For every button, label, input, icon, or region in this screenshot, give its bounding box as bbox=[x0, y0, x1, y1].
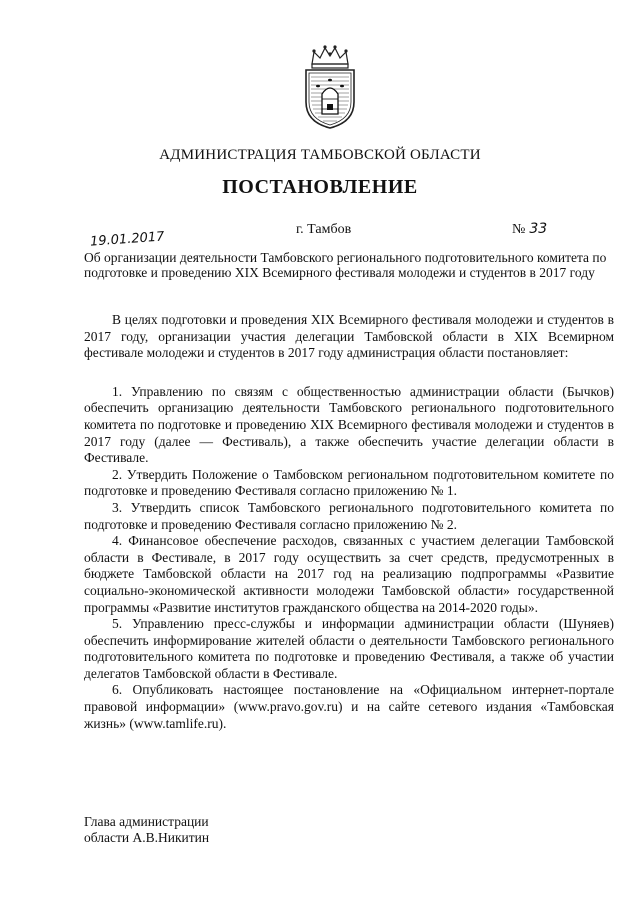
item-paragraph: 2. Утвердить Положение о Тамбовском региональном подготовительном комитете по подготовке и проведению Фестиваля согласно приложению № 1. bbox=[84, 466, 614, 499]
document-subject: Об организации деятельности Тамбовского регионального подготовительного комитета по подготовке и проведению XIX Всемирного фестиваля молодежи и студентов в 2017 году bbox=[84, 250, 607, 280]
item-paragraph: 1. Управлению по связям с общественностью администрации области (Бычков) обеспечить организацию деятельности Тамбовского регионального подготовительного комитета по подготовке и проведению XIX Всемирного фестиваля молодежи и студентов в 2017 году (далее — Фестиваль), а также обеспечить участие делегации области в Фестивале. bbox=[84, 383, 614, 466]
document-city: г. Тамбов bbox=[296, 222, 352, 237]
item-paragraph: 4. Финансовое обеспечение расходов, связанных с участием делегации Тамбовской области в Фестивале, в 2017 году осуществить за счет средств, предусмотренных в бюджете Тамбовской области на 2017 год на реализацию подпрограммы «Развитие социально-экономической активности молодежи Тамбовской области» государственной программы «Развитие институтов гражданского общества на 2014-2020 годы». bbox=[84, 533, 614, 615]
intro-paragraph: В целях подготовки и проведения XIX Всемирного фестиваля молодежи и студентов в 2017 году, организации участия делегации Тамбовской области в XIX Всемирном фестивале молодежи и студентов в 2017 году администрация области постановляет: bbox=[84, 312, 614, 361]
coat-of-arms-icon bbox=[298, 44, 362, 130]
organization-title: АДМИНИСТРАЦИЯ ТАМБОВСКОЙ ОБЛАСТИ bbox=[159, 147, 481, 163]
document-body bbox=[84, 312, 614, 732]
signature-block bbox=[84, 814, 209, 846]
signature-title: Глава администрации bbox=[84, 814, 209, 829]
number-value: 33 bbox=[529, 221, 548, 237]
item-paragraph: 5. Управлению пресс-службы и информации администрации области (Шуняев) обеспечить информирование жителей области о деятельности Тамбовского регионального подготовительного комитета по подготовке и проведению Фестиваля, а также об участии делегатов Тамбовской области в Фестивале. bbox=[84, 616, 614, 681]
document-number bbox=[512, 221, 547, 238]
number-prefix: № bbox=[512, 222, 526, 237]
document-type: ПОСТАНОВЛЕНИЕ bbox=[222, 176, 418, 198]
item-paragraph: 6. Опубликовать настоящее постановление на «Официальном интернет-портале правовой информации» (www.pravo.gov.ru) и на сайте сетевого издания «Тамбовская жизнь» (www.tamlife.ru). bbox=[84, 682, 614, 731]
signature-name: области А.В.Никитин bbox=[84, 830, 210, 845]
item-paragraph: 3. Утвердить список Тамбовского регионального подготовительного комитета по подготовке и проведению Фестиваля согласно приложению № 2. bbox=[84, 499, 614, 532]
document-date: 19.01.2017 bbox=[89, 229, 165, 250]
